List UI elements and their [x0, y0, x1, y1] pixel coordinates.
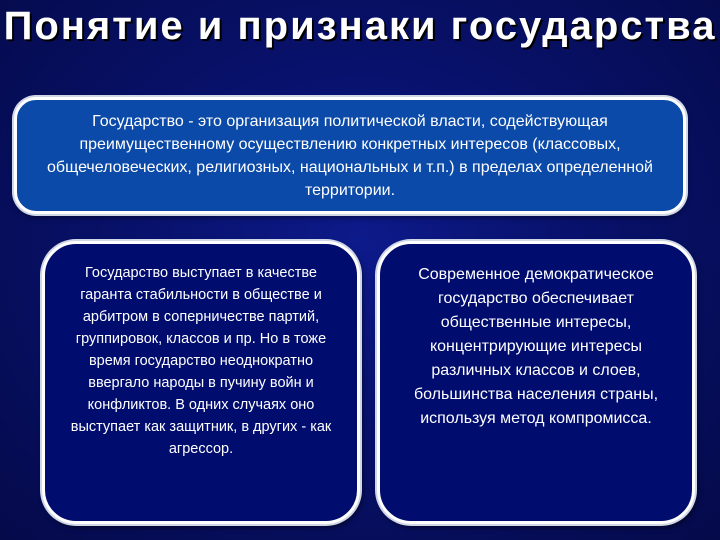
right-card-text: Современное демократическое государство обеспечивает общественные интересы, концентрирующие интересы различных классов и слоев, большинства населения страны, используя метод компромисса. — [413, 266, 659, 427]
right-card — [377, 241, 695, 524]
slide-title: Понятие и признаки государства — [3, 4, 717, 48]
left-card-text: Государство выступает в качестве гаранта стабильности в обществе и арбитром в соперничестве партий, группировок, классов и пр. Но в тоже время государство неоднократно ввергало народы в пучину войн и конфликтов. В одних случаях оно выступает как защитник, в других - как агрессор. — [70, 265, 332, 457]
definition-box — [14, 97, 686, 214]
definition-text: Государство - это организация политической власти, содействующая преимущественному осуществлению конкретных интересов (классовых, общечеловеческих, религиозных, национальных и т.п.) в пределах определенной территории. — [47, 112, 653, 199]
left-card — [42, 241, 360, 524]
